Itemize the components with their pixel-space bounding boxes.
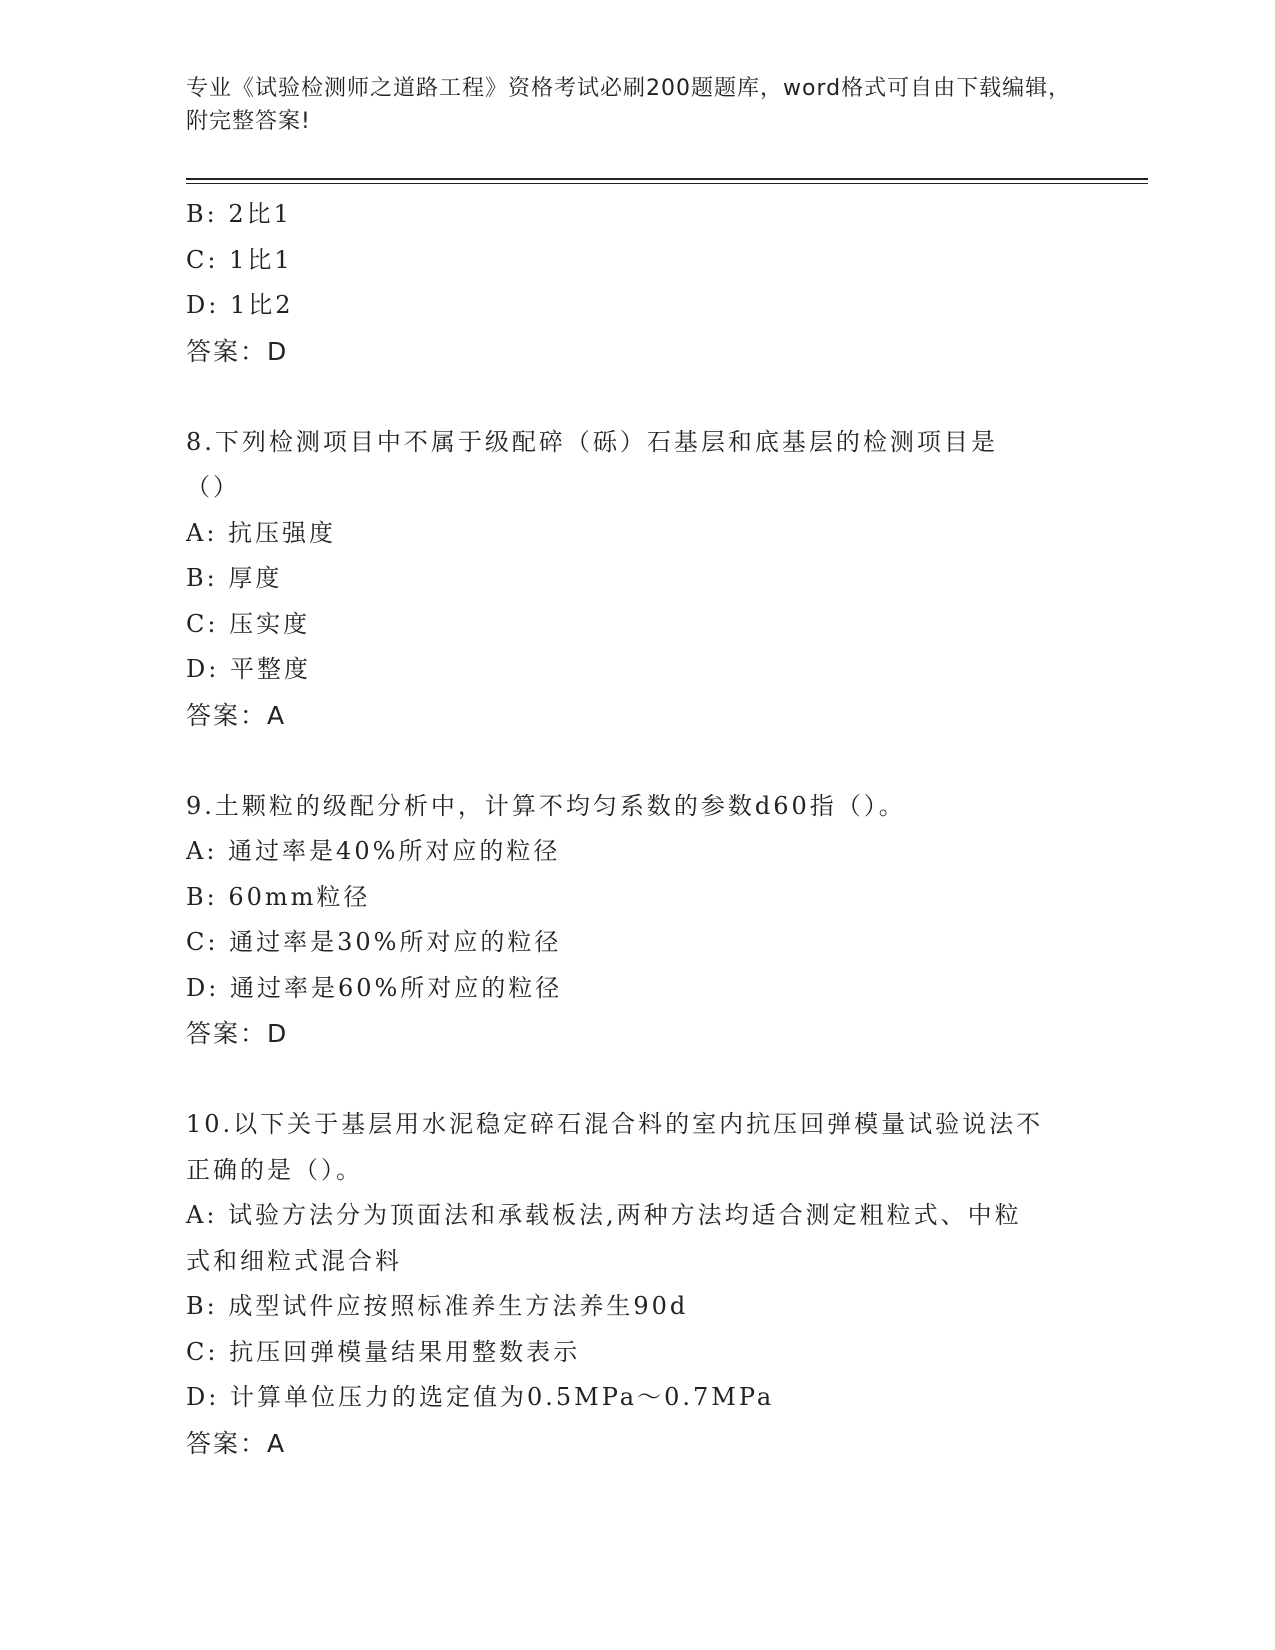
answer-line: 答案：D (186, 336, 289, 366)
question-8 (186, 420, 1086, 739)
option-b: B: 60mm粒径 (186, 882, 371, 911)
option-b: B: 2比1 (186, 200, 292, 228)
option-c: C: 压实度 (186, 609, 311, 638)
option-c: C: 1比1 (186, 245, 293, 274)
question-list (186, 192, 1086, 1466)
question-9 (186, 784, 1086, 1057)
option-d: D: 通过率是60%所对应的粒径 (186, 973, 563, 1002)
header-rule-thin (186, 183, 1148, 184)
option-a: A: 抗压强度 (186, 518, 337, 547)
option-d: D: 1比2 (186, 291, 294, 319)
header-rule-thick (186, 178, 1148, 180)
answer-line: 答案：D (186, 1019, 289, 1048)
question-stem: 8.下列检测项目中不属于级配碎（砾）石基层和底基层的检测项目是（） (186, 427, 998, 501)
spacer (186, 374, 1086, 420)
option-b: B: 成型试件应按照标准养生方法养生90d (186, 1292, 689, 1320)
question-10 (186, 1102, 1086, 1466)
option-a: A: 试验方法分为顶面法和承载板法,两种方法均适合测定粗粒式、中粒式和细粒式混合料 (186, 1201, 1022, 1275)
question-stem: 10.以下关于基层用水泥稳定碎石混合料的室内抗压回弹模量试验说法不正确的是（）。 (186, 1110, 1044, 1184)
spacer (186, 1057, 1086, 1103)
spacer (186, 738, 1086, 784)
option-d: D: 平整度 (186, 655, 311, 683)
option-b: B: 厚度 (186, 564, 283, 592)
option-a: A: 通过率是40%所对应的粒径 (186, 837, 561, 865)
page-header: 专业《试验检测师之道路工程》资格考试必刷200题题库，word格式可自由下载编辑，附完整答案! (186, 76, 1072, 134)
option-c: C: 通过率是30%所对应的粒径 (186, 928, 562, 956)
option-c: C: 抗压回弹模量结果用整数表示 (186, 1337, 581, 1366)
question-stem: 9.土颗粒的级配分析中，计算不均匀系数的参数d60指（）。 (186, 791, 906, 820)
answer-line: 答案：A (186, 700, 287, 730)
option-d: D: 计算单位压力的选定值为0.5MPa～0.7MPa (186, 1383, 775, 1411)
answer-line: 答案：A (186, 1428, 287, 1458)
prev-question-tail (186, 192, 1086, 374)
